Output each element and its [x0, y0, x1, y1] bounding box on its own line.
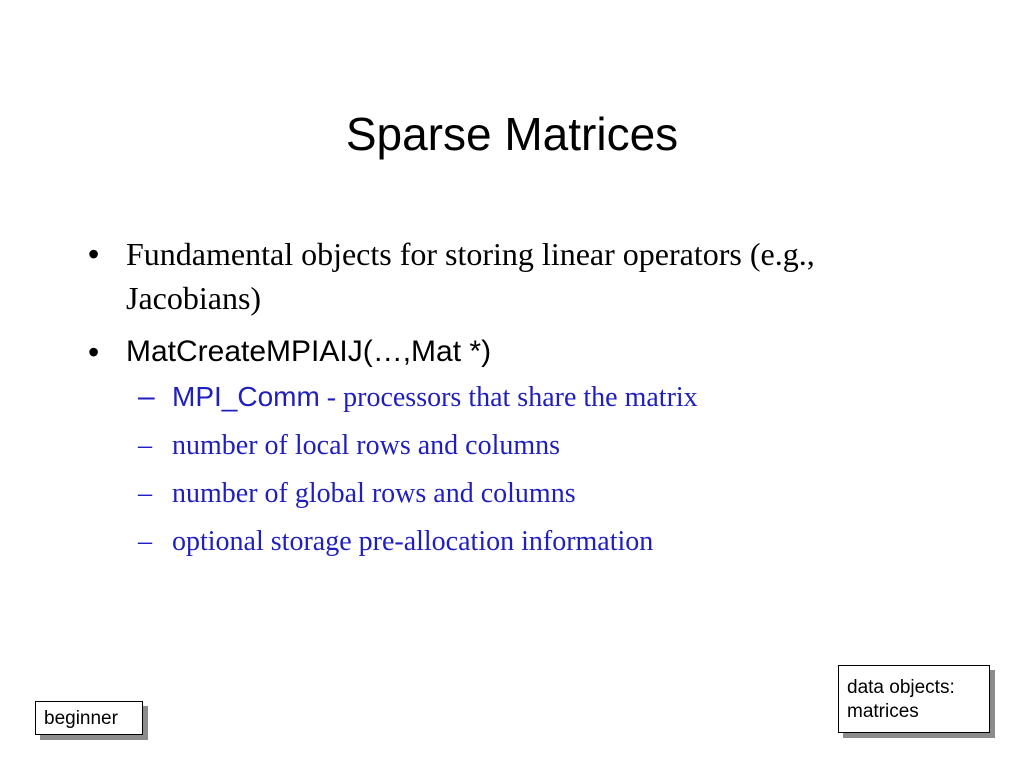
bullet-text: Fundamental objects for storing linear operators (e.g., Jacobians) — [126, 236, 815, 316]
sub-item-local-rows — [138, 427, 948, 465]
sub-item-text: number of local rows and columns — [172, 430, 561, 461]
bullet-text: MatCreateMPIAIJ(…,Mat *) — [126, 335, 492, 368]
sub-item-text: number of global rows and columns — [172, 478, 576, 509]
dash-marker: – — [138, 526, 152, 557]
sub-item-preallocation — [138, 523, 948, 561]
dash-marker: – — [138, 380, 155, 413]
dash-marker: – — [138, 430, 152, 461]
dash-marker: – — [138, 478, 152, 509]
bullet-item-fundamental-objects — [88, 232, 948, 320]
slide-content — [88, 232, 948, 571]
bullet-item-matcreate — [88, 330, 948, 374]
topic-tag-box: data objects: matrices — [838, 665, 990, 733]
sub-item-text: - processors that share the matrix — [319, 382, 698, 413]
bullet-marker: • — [88, 334, 100, 370]
sub-item-global-rows — [138, 475, 948, 513]
sub-item-code: MPI_Comm — [172, 381, 320, 412]
bullet-marker: • — [88, 236, 100, 272]
sub-item-mpi-comm — [138, 378, 948, 417]
level-tag-box: beginner — [35, 701, 143, 735]
sub-item-list — [138, 378, 948, 561]
slide-title: Sparse Matrices — [345, 108, 679, 160]
sub-item-text: optional storage pre-allocation information — [172, 526, 654, 557]
